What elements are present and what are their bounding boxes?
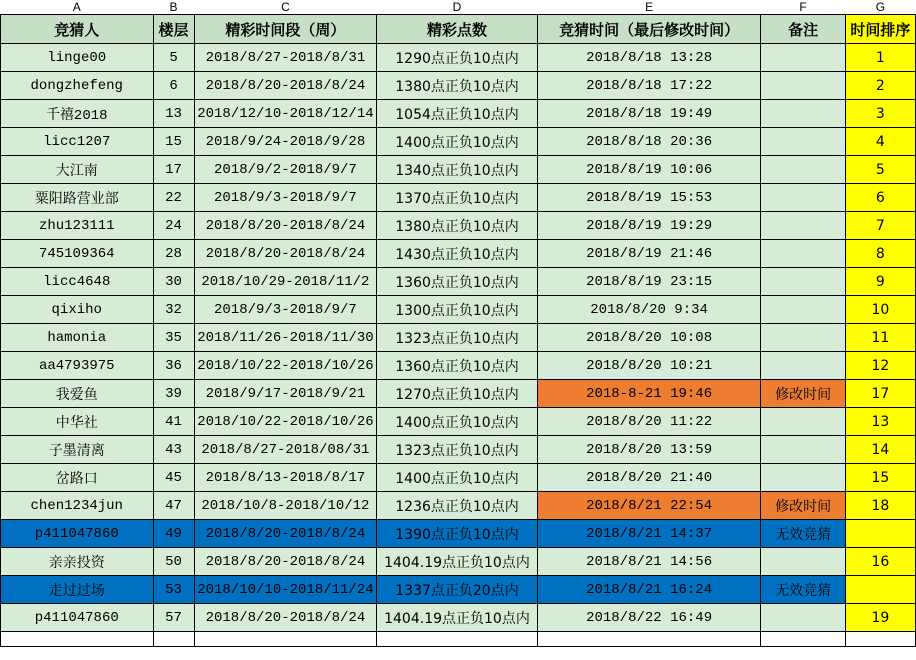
cell-time-rank[interactable]: 8 bbox=[845, 240, 915, 268]
cell-period[interactable]: 2018/10/8-2018/10/12 bbox=[194, 492, 377, 520]
cell-time-rank[interactable]: 11 bbox=[845, 324, 915, 352]
cell-time-rank[interactable]: 1 bbox=[845, 44, 915, 72]
cell-period[interactable]: 2018/8/27-2018/8/31 bbox=[194, 44, 377, 72]
cell-note[interactable] bbox=[761, 268, 845, 296]
cell-guess-time[interactable]: 2018/8/19 23:15 bbox=[537, 268, 761, 296]
cell-floor[interactable]: 15 bbox=[153, 128, 194, 156]
cell-time-rank[interactable] bbox=[845, 520, 915, 548]
header-name: 竞猜人 bbox=[1, 15, 154, 44]
header-row bbox=[1, 15, 916, 44]
column-letter-a[interactable]: A bbox=[1, 0, 154, 15]
cell-period[interactable]: 2018/8/27-2018/08/31 bbox=[194, 436, 377, 464]
table-body bbox=[1, 44, 916, 647]
cell-time-rank[interactable]: 14 bbox=[845, 436, 915, 464]
column-letter-c[interactable]: C bbox=[194, 0, 377, 15]
header-guess-time: 竞猜时间（最后修改时间） bbox=[537, 15, 761, 44]
empty-cell[interactable] bbox=[377, 632, 538, 647]
cell-time-rank[interactable]: 7 bbox=[845, 212, 915, 240]
cell-note[interactable] bbox=[761, 184, 845, 212]
cell-period[interactable]: 2018/10/29-2018/11/2 bbox=[194, 268, 377, 296]
cell-name[interactable]: p411047860 bbox=[1, 520, 154, 548]
cell-note[interactable] bbox=[761, 548, 845, 576]
cell-period[interactable]: 2018/11/26-2018/11/30 bbox=[194, 324, 377, 352]
cell-period[interactable]: 2018/10/22-2018/10/26 bbox=[194, 352, 377, 380]
cell-guess-time[interactable]: 2018/8/18 19:49 bbox=[537, 100, 761, 128]
cell-period[interactable]: 2018/9/24-2018/9/28 bbox=[194, 128, 377, 156]
cell-points[interactable]: 1380点正负10点内 bbox=[377, 72, 538, 100]
table-row[interactable] bbox=[1, 128, 916, 156]
cell-name[interactable]: 粟阳路营业部 bbox=[1, 184, 154, 212]
cell-points[interactable]: 1404.19点正负10点内 bbox=[377, 548, 538, 576]
cell-guess-time[interactable]: 2018/8/19 10:06 bbox=[537, 156, 761, 184]
cell-period[interactable]: 2018/9/3-2018/9/7 bbox=[194, 296, 377, 324]
cell-note[interactable] bbox=[761, 100, 845, 128]
table-row[interactable] bbox=[1, 72, 916, 100]
column-letter-row bbox=[1, 0, 916, 15]
cell-guess-time[interactable]: 2018/8/20 21:40 bbox=[537, 464, 761, 492]
cell-period[interactable]: 2018/8/20-2018/8/24 bbox=[194, 520, 377, 548]
cell-name[interactable]: zhu123111 bbox=[1, 212, 154, 240]
cell-note[interactable]: 无效竞猜 bbox=[761, 576, 845, 604]
cell-guess-time[interactable]: 2018/8/19 19:29 bbox=[537, 212, 761, 240]
cell-points[interactable]: 1300点正负10点内 bbox=[377, 296, 538, 324]
cell-note[interactable] bbox=[761, 464, 845, 492]
cell-time-rank[interactable]: 5 bbox=[845, 156, 915, 184]
cell-floor[interactable]: 30 bbox=[153, 268, 194, 296]
cell-points[interactable]: 1430点正负10点内 bbox=[377, 240, 538, 268]
cell-time-rank[interactable]: 13 bbox=[845, 408, 915, 436]
cell-time-rank[interactable]: 6 bbox=[845, 184, 915, 212]
cell-floor[interactable]: 47 bbox=[153, 492, 194, 520]
cell-points[interactable]: 1390点正负10点内 bbox=[377, 520, 538, 548]
cell-note[interactable] bbox=[761, 408, 845, 436]
cell-points[interactable]: 1404.19点正负10点内 bbox=[377, 604, 538, 632]
cell-time-rank[interactable]: 10 bbox=[845, 296, 915, 324]
cell-name[interactable]: 中华社 bbox=[1, 408, 154, 436]
cell-floor[interactable]: 22 bbox=[153, 184, 194, 212]
empty-cell[interactable] bbox=[761, 632, 845, 647]
cell-points[interactable]: 1360点正负10点内 bbox=[377, 268, 538, 296]
cell-note[interactable] bbox=[761, 156, 845, 184]
cell-points[interactable]: 1360点正负10点内 bbox=[377, 352, 538, 380]
cell-floor[interactable]: 45 bbox=[153, 464, 194, 492]
cell-name[interactable]: 我爱鱼 bbox=[1, 380, 154, 408]
table-row[interactable] bbox=[1, 156, 916, 184]
cell-name[interactable]: 745109364 bbox=[1, 240, 154, 268]
cell-time-rank[interactable]: 4 bbox=[845, 128, 915, 156]
cell-note[interactable]: 修改时间 bbox=[761, 380, 845, 408]
cell-note[interactable] bbox=[761, 240, 845, 268]
table-row[interactable] bbox=[1, 352, 916, 380]
table-row[interactable] bbox=[1, 100, 916, 128]
header-period: 精彩时间段（周） bbox=[194, 15, 377, 44]
cell-guess-time[interactable]: 2018/8/18 17:22 bbox=[537, 72, 761, 100]
cell-period[interactable]: 2018/9/17-2018/9/21 bbox=[194, 380, 377, 408]
cell-note[interactable] bbox=[761, 212, 845, 240]
cell-name[interactable]: 子墨清离 bbox=[1, 436, 154, 464]
cell-guess-time[interactable]: 2018-8-21 19:46 bbox=[537, 380, 761, 408]
empty-row[interactable] bbox=[1, 632, 916, 647]
table-row[interactable] bbox=[1, 464, 916, 492]
cell-time-rank[interactable]: 3 bbox=[845, 100, 915, 128]
cell-name[interactable]: 亲亲投资 bbox=[1, 548, 154, 576]
cell-time-rank[interactable]: 9 bbox=[845, 268, 915, 296]
empty-cell[interactable] bbox=[194, 632, 377, 647]
header-time-rank: 时间排序 bbox=[845, 15, 915, 44]
column-letter-d[interactable]: D bbox=[377, 0, 538, 15]
cell-floor[interactable]: 5 bbox=[153, 44, 194, 72]
table-row[interactable] bbox=[1, 380, 916, 408]
cell-floor[interactable]: 49 bbox=[153, 520, 194, 548]
cell-floor[interactable]: 13 bbox=[153, 100, 194, 128]
cell-floor[interactable]: 50 bbox=[153, 548, 194, 576]
cell-note[interactable]: 无效竞猜 bbox=[761, 520, 845, 548]
table-row[interactable] bbox=[1, 240, 916, 268]
empty-cell[interactable] bbox=[1, 632, 154, 647]
cell-guess-time[interactable]: 2018/8/20 10:21 bbox=[537, 352, 761, 380]
cell-points[interactable]: 1054点正负10点内 bbox=[377, 100, 538, 128]
header-note: 备注 bbox=[761, 15, 845, 44]
cell-guess-time[interactable]: 2018/8/20 10:08 bbox=[537, 324, 761, 352]
cell-points[interactable]: 1380点正负10点内 bbox=[377, 212, 538, 240]
cell-points[interactable]: 1400点正负10点内 bbox=[377, 128, 538, 156]
cell-floor[interactable]: 41 bbox=[153, 408, 194, 436]
cell-time-rank[interactable]: 19 bbox=[845, 604, 915, 632]
cell-name[interactable]: aa4793975 bbox=[1, 352, 154, 380]
cell-period[interactable]: 2018/9/3-2018/9/7 bbox=[194, 184, 377, 212]
cell-note[interactable] bbox=[761, 44, 845, 72]
cell-floor[interactable]: 39 bbox=[153, 380, 194, 408]
cell-note[interactable]: 修改时间 bbox=[761, 492, 845, 520]
cell-floor[interactable]: 24 bbox=[153, 212, 194, 240]
column-letter-g[interactable]: G bbox=[845, 0, 915, 15]
empty-cell[interactable] bbox=[153, 632, 194, 647]
header-points: 精彩点数 bbox=[377, 15, 538, 44]
table-row[interactable] bbox=[1, 212, 916, 240]
cell-guess-time[interactable]: 2018/8/20 13:59 bbox=[537, 436, 761, 464]
column-letter-b[interactable]: B bbox=[153, 0, 194, 15]
cell-note[interactable] bbox=[761, 324, 845, 352]
cell-points[interactable]: 1323点正负10点内 bbox=[377, 436, 538, 464]
cell-time-rank[interactable]: 15 bbox=[845, 464, 915, 492]
cell-guess-time[interactable]: 2018/8/21 14:56 bbox=[537, 548, 761, 576]
cell-floor[interactable]: 6 bbox=[153, 72, 194, 100]
cell-time-rank[interactable]: 18 bbox=[845, 492, 915, 520]
cell-period[interactable]: 2018/8/20-2018/8/24 bbox=[194, 72, 377, 100]
cell-name[interactable]: 走过过场 bbox=[1, 576, 154, 604]
cell-name[interactable]: 大江南 bbox=[1, 156, 154, 184]
cell-name[interactable]: dongzhefeng bbox=[1, 72, 154, 100]
cell-period[interactable]: 2018/10/10-2018/11/24 bbox=[194, 576, 377, 604]
cell-note[interactable] bbox=[761, 436, 845, 464]
cell-guess-time[interactable]: 2018/8/20 11:22 bbox=[537, 408, 761, 436]
cell-guess-time[interactable]: 2018/8/21 22:54 bbox=[537, 492, 761, 520]
cell-floor[interactable]: 57 bbox=[153, 604, 194, 632]
cell-floor[interactable]: 36 bbox=[153, 352, 194, 380]
table-row[interactable] bbox=[1, 520, 916, 548]
cell-time-rank[interactable]: 17 bbox=[845, 380, 915, 408]
cell-points[interactable]: 1370点正负10点内 bbox=[377, 184, 538, 212]
cell-floor[interactable]: 28 bbox=[153, 240, 194, 268]
table-row[interactable] bbox=[1, 604, 916, 632]
table-row[interactable] bbox=[1, 576, 916, 604]
cell-period[interactable]: 2018/8/20-2018/8/24 bbox=[194, 548, 377, 576]
cell-guess-time[interactable]: 2018/8/21 14:37 bbox=[537, 520, 761, 548]
cell-name[interactable]: 岔路口 bbox=[1, 464, 154, 492]
empty-cell[interactable] bbox=[537, 632, 761, 647]
cell-floor[interactable]: 43 bbox=[153, 436, 194, 464]
table-row[interactable] bbox=[1, 408, 916, 436]
cell-points[interactable]: 1270点正负10点内 bbox=[377, 380, 538, 408]
cell-floor[interactable]: 53 bbox=[153, 576, 194, 604]
cell-guess-time[interactable]: 2018/8/19 21:46 bbox=[537, 240, 761, 268]
table-row[interactable] bbox=[1, 324, 916, 352]
cell-note[interactable] bbox=[761, 72, 845, 100]
cell-floor[interactable]: 32 bbox=[153, 296, 194, 324]
cell-guess-time[interactable]: 2018/8/19 15:53 bbox=[537, 184, 761, 212]
table-row[interactable] bbox=[1, 492, 916, 520]
cell-time-rank[interactable]: 12 bbox=[845, 352, 915, 380]
cell-note[interactable] bbox=[761, 296, 845, 324]
cell-name[interactable]: qixiho bbox=[1, 296, 154, 324]
cell-name[interactable]: hamonia bbox=[1, 324, 154, 352]
table-row[interactable] bbox=[1, 436, 916, 464]
cell-period[interactable]: 2018/10/22-2018/10/26 bbox=[194, 408, 377, 436]
cell-guess-time[interactable]: 2018/8/18 13:28 bbox=[537, 44, 761, 72]
cell-period[interactable]: 2018/8/13-2018/8/17 bbox=[194, 464, 377, 492]
cell-points[interactable]: 1323点正负10点内 bbox=[377, 324, 538, 352]
cell-note[interactable] bbox=[761, 128, 845, 156]
cell-guess-time[interactable]: 2018/8/21 16:24 bbox=[537, 576, 761, 604]
cell-points[interactable]: 1337点正负20点内 bbox=[377, 576, 538, 604]
cell-note[interactable] bbox=[761, 604, 845, 632]
table-row[interactable] bbox=[1, 184, 916, 212]
cell-period[interactable]: 2018/8/20-2018/8/24 bbox=[194, 212, 377, 240]
cell-name[interactable]: chen1234jun bbox=[1, 492, 154, 520]
table-row[interactable] bbox=[1, 44, 916, 72]
cell-period[interactable]: 2018/8/20-2018/8/24 bbox=[194, 240, 377, 268]
cell-note[interactable] bbox=[761, 352, 845, 380]
empty-cell[interactable] bbox=[845, 632, 915, 647]
column-letter-f[interactable]: F bbox=[761, 0, 845, 15]
cell-floor[interactable]: 17 bbox=[153, 156, 194, 184]
cell-floor[interactable]: 35 bbox=[153, 324, 194, 352]
cell-name[interactable]: 千禧2018 bbox=[1, 100, 154, 128]
table-row[interactable] bbox=[1, 548, 916, 576]
cell-points[interactable]: 1400点正负10点内 bbox=[377, 464, 538, 492]
cell-name[interactable]: linge00 bbox=[1, 44, 154, 72]
cell-points[interactable]: 1400点正负10点内 bbox=[377, 408, 538, 436]
table-row[interactable] bbox=[1, 296, 916, 324]
cell-points[interactable]: 1236点正负10点内 bbox=[377, 492, 538, 520]
table-head bbox=[1, 0, 916, 44]
cell-name[interactable]: p411047860 bbox=[1, 604, 154, 632]
column-letter-e[interactable]: E bbox=[537, 0, 761, 15]
cell-time-rank[interactable]: 16 bbox=[845, 548, 915, 576]
cell-points[interactable]: 1290点正负10点内 bbox=[377, 44, 538, 72]
header-floor: 楼层 bbox=[153, 15, 194, 44]
cell-time-rank[interactable]: 2 bbox=[845, 72, 915, 100]
cell-period[interactable]: 2018/9/2-2018/9/7 bbox=[194, 156, 377, 184]
cell-guess-time[interactable]: 2018/8/22 16:49 bbox=[537, 604, 761, 632]
cell-period[interactable]: 2018/12/10-2018/12/14 bbox=[194, 100, 377, 128]
cell-name[interactable]: licc4648 bbox=[1, 268, 154, 296]
cell-period[interactable]: 2018/8/20-2018/8/24 bbox=[194, 604, 377, 632]
cell-name[interactable]: licc1207 bbox=[1, 128, 154, 156]
cell-guess-time[interactable]: 2018/8/20 9:34 bbox=[537, 296, 761, 324]
cell-guess-time[interactable]: 2018/8/18 20:36 bbox=[537, 128, 761, 156]
cell-time-rank[interactable] bbox=[845, 576, 915, 604]
cell-points[interactable]: 1340点正负10点内 bbox=[377, 156, 538, 184]
table-row[interactable] bbox=[1, 268, 916, 296]
